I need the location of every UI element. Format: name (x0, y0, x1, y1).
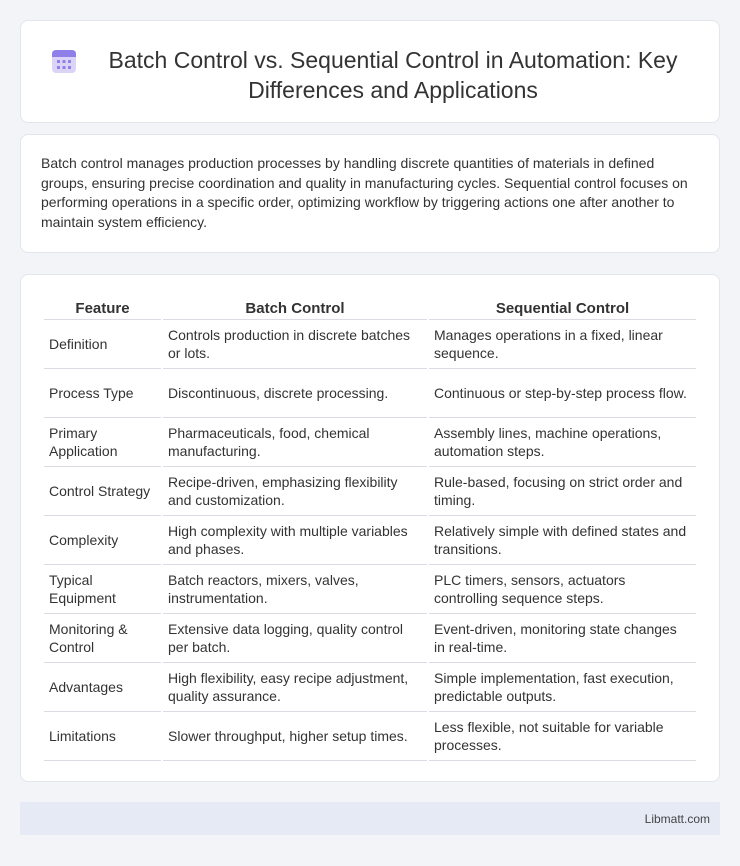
table-row (44, 418, 696, 467)
title-card (20, 20, 720, 123)
feature-cell: Advantages (44, 663, 161, 712)
feature-cell: Limitations (44, 712, 161, 761)
page-title: Batch Control vs. Sequential Control in Automation: Key Differences and Applications (108, 47, 678, 103)
batch-cell: Pharmaceuticals, food, chemical manufacturing. (163, 418, 427, 467)
batch-cell: Controls production in discrete batches or lots. (163, 320, 427, 369)
sequential-cell: Simple implementation, fast execution, predictable outputs. (429, 663, 696, 712)
sequential-cell: Continuous or step-by-step process flow. (429, 369, 696, 418)
comparison-table (42, 296, 698, 761)
table-row (44, 712, 696, 761)
feature-cell: Monitoring & Control (44, 614, 161, 663)
sequential-cell: Rule-based, focusing on strict order and timing. (429, 467, 696, 516)
sequential-cell: PLC timers, sensors, actuators controlling sequence steps. (429, 565, 696, 614)
table-row (44, 663, 696, 712)
sequential-cell: Event-driven, monitoring state changes in real-time. (429, 614, 696, 663)
feature-cell: Typical Equipment (44, 565, 161, 614)
table-row (44, 467, 696, 516)
intro-card (20, 134, 720, 253)
batch-cell: Extensive data logging, quality control per batch. (163, 614, 427, 663)
footer (20, 802, 720, 835)
feature-cell: Definition (44, 320, 161, 369)
sequential-cell: Manages operations in a fixed, linear sequence. (429, 320, 696, 369)
table-row (44, 516, 696, 565)
calendar-icon (51, 48, 77, 74)
column-header-feature: Feature (44, 296, 161, 320)
table-row (44, 614, 696, 663)
table-row (44, 320, 696, 369)
batch-cell: High complexity with multiple variables and phases. (163, 516, 427, 565)
column-header-sequential: Sequential Control (429, 296, 696, 320)
sequential-cell: Relatively simple with defined states and transitions. (429, 516, 696, 565)
batch-cell: Slower throughput, higher setup times. (163, 712, 427, 761)
sequential-cell: Less flexible, not suitable for variable processes. (429, 712, 696, 761)
feature-cell: Process Type (44, 369, 161, 418)
table-row (44, 565, 696, 614)
intro-paragraph: Batch control manages production processes by handling discrete quantities of materials in defined groups, ensuring precise coordination and quality in manufacturing cycles. Sequential control focuses on performing operations in a specific order, optimizing workflow by triggering actions one after another to maintain system efficiency. (41, 155, 688, 230)
batch-cell: High flexibility, easy recipe adjustment, quality assurance. (163, 663, 427, 712)
feature-cell: Control Strategy (44, 467, 161, 516)
feature-cell: Primary Application (44, 418, 161, 467)
batch-cell: Recipe-driven, emphasizing flexibility and customization. (163, 467, 427, 516)
column-header-batch: Batch Control (163, 296, 427, 320)
comparison-card (20, 274, 720, 782)
sequential-cell: Assembly lines, machine operations, automation steps. (429, 418, 696, 467)
table-row (44, 369, 696, 418)
batch-cell: Batch reactors, mixers, valves, instrumentation. (163, 565, 427, 614)
feature-cell: Complexity (44, 516, 161, 565)
footer-brand-link[interactable]: Libmatt.com (644, 812, 710, 826)
table-header-row (44, 296, 696, 320)
batch-cell: Discontinuous, discrete processing. (163, 369, 427, 418)
